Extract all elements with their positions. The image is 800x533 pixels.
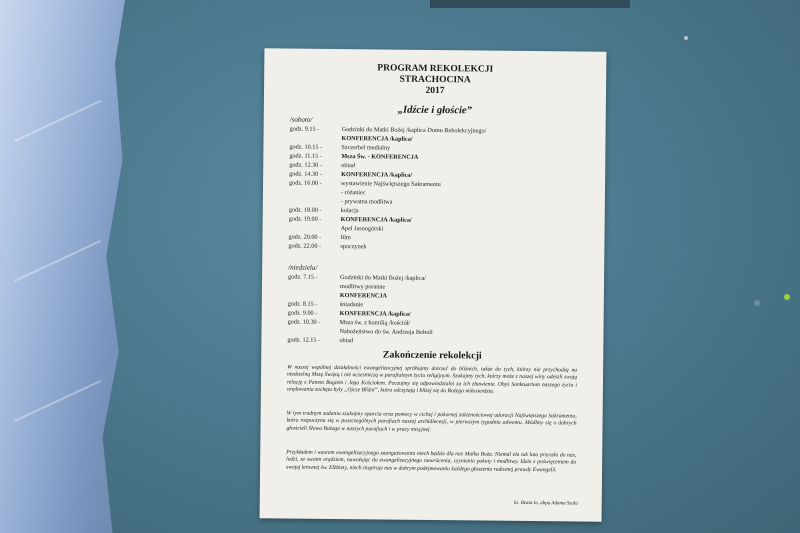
top-frame-edge	[430, 0, 630, 8]
poster-signature: ks. Beata ks. abpa Adama Szala	[514, 500, 578, 507]
schedule-item: KONFERENCJA	[339, 292, 388, 300]
schedule-item: Godzinki do Matki Bożej /kaplica Domu Rekolekcyjnego/	[341, 126, 487, 135]
schedule-time: godz. 19.00 -	[288, 215, 322, 223]
schedule-time: godz. 18.00 -	[288, 206, 322, 214]
schedule-item: - różaniec	[340, 189, 366, 197]
schedule-item: Szczerbel medialny	[341, 144, 391, 152]
schedule-item: KONFERENCJA /kaplica/	[341, 171, 413, 179]
schedule-time: godz. 11.15 -	[289, 152, 322, 160]
schedule-time	[290, 139, 342, 140]
schedule-time: godz. 12.30 -	[289, 161, 322, 169]
closing-title: Zakończenie rekolekcji	[382, 349, 482, 362]
schedule-time: godz. 7.15 -	[288, 273, 318, 281]
schedule-item: Apel Jasnogórski	[340, 225, 384, 233]
schedule-time: godz. 9.00 -	[287, 309, 318, 317]
schedule-item: Nabożeństwo do św. Andrzeja Boboli	[339, 328, 433, 336]
schedule-time: godz. 10.30 -	[287, 318, 321, 326]
closing-paragraph: Przykładem i wzorem ewangelizacyjnego zaangażowania niech będzie dla nas Matka Boża. Niemal ela tak lata przyszła do nas, ludzi, ze swoim orędziem, nawołując do ewangelizacyjnego nawrócenia, czynienia pokuty i modlitwy. Idzie z poświęceniem do swojej krewnej św. Elżbiety, niech inspiruje nas w dobrym podejmowaniu każdego głoszenia radosnej prawdy Ewangelii.	[286, 449, 577, 473]
schedule-item: modlitwy poranne	[339, 283, 386, 291]
schedule-time: godz. 20.00 -	[288, 233, 322, 241]
schedule-time	[289, 202, 341, 203]
schedule-item: wystawienie Najświętszego Sakramentu	[341, 180, 441, 189]
closing-paragraph: W tym trudnym zadaniu szukajmy oparcia oraz pomocy w cichej i pokornej zależnościowej adoracji Najświętszego Sakramentu, która rozpoczyna się w poszczególnych parafiach naszej archidiecezji, w pierwszym tygodniu adwentu. Módlmy się o dobrych głosicieli Słowa Bożego w naszych parafiach i w pracy misyjnej.	[286, 410, 577, 433]
poster-title-line: 2017	[425, 85, 445, 97]
green-pin-icon	[784, 294, 790, 300]
schedule-item: - prywatna modlitwa	[340, 198, 393, 206]
blue-cloth	[0, 0, 125, 533]
day-label-saturday: /sobota/	[289, 115, 313, 124]
poster-motto: „Idźcie i głoście”	[397, 104, 472, 117]
program-poster	[260, 48, 607, 522]
schedule-item: KONFERENCJA /kaplica/	[339, 310, 411, 318]
schedule-time: godz. 14.30 -	[289, 170, 322, 178]
schedule-item: Godzinki do Matki Bożej /kaplica/	[340, 274, 427, 282]
schedule-item: obiad	[339, 337, 354, 345]
poster-title-line: PROGRAM REKOLEKCJI	[377, 63, 494, 75]
schedule-time: godz. 9.15 -	[289, 125, 320, 133]
schedule-time: godz. 12.15 -	[287, 336, 321, 344]
schedule-item: film	[340, 234, 351, 242]
schedule-item: obiad	[341, 162, 356, 170]
schedule-time	[289, 229, 341, 230]
pin-icon	[754, 300, 760, 306]
schedule-time: godz. 8.15 -	[287, 300, 318, 308]
schedule-time	[288, 287, 340, 288]
schedule-item: kolacja	[340, 207, 359, 215]
schedule-item: Msza Św. - KONFERENCJA	[341, 153, 419, 161]
schedule-item: KONFERENCJA /kaplica/	[340, 216, 412, 224]
pin-icon	[684, 36, 688, 40]
schedule-item: spoczynek	[340, 243, 367, 251]
schedule-time: godz. 22.00 -	[288, 242, 322, 250]
schedule-time	[287, 332, 339, 333]
schedule-time	[288, 296, 340, 297]
schedule-item: śniadanie	[339, 301, 364, 309]
schedule-item: Msza św. z homilią /kościół/	[339, 319, 411, 327]
poster-title-line: STRACHOCINA	[399, 74, 471, 86]
day-label-sunday: /niedziela/	[288, 263, 318, 272]
schedule-time	[289, 193, 341, 194]
closing-paragraph: W naszej wspólnej działalności ewangelizacyjnej spróbujmy dotrzeć do bliźnich, także do tych, którzy nie przychodzą na niedzielną Mszę Świętą i nie uczestniczą w parafialnym życiu religijnym. Szukajmy tych, którzy może z naszej winy odeszli swoją relację z Panem Bogiem i Jego Kościołem. Poczujmy się odpowiedzialni za ich zbawienie. Obyś Sanktuarium naszego życia i orędowania zachęta były „Ojcze Bliźni”, która odczytają i bliżej się do Bożego miłosierdzia.	[286, 364, 578, 395]
poster-title	[264, 62, 606, 99]
schedule-time: godz. 16.00 -	[289, 179, 322, 187]
schedule-time: godz. 10.15 -	[289, 143, 323, 151]
schedule-item: KONFERENCJA /kaplica/	[341, 135, 413, 143]
